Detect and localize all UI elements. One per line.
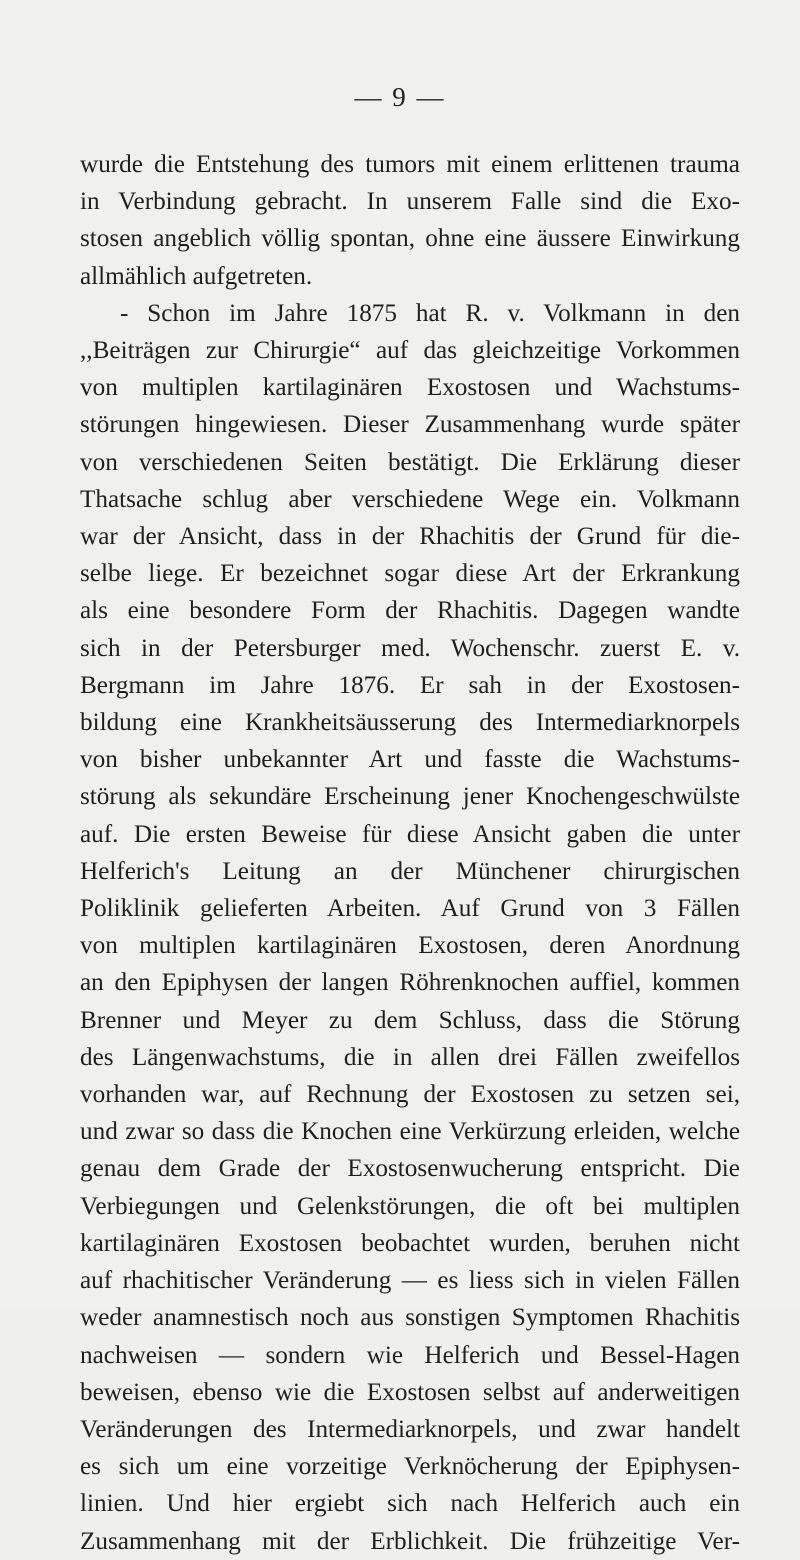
text-line: selbe liege. Er bezeichnet sogar diese Art der Erkrankung: [80, 560, 740, 588]
text-line: allmählich aufgetreten.: [80, 262, 313, 290]
text-line: Verbiegungen und Gelenkstörungen, die oft bei multiplen: [80, 1192, 740, 1220]
text-line: auf. Die ersten Beweise für diese Ansicht gaben die unter: [80, 820, 740, 848]
text-line: störungen hingewiesen. Dieser Zusammenhang wurde später: [80, 411, 740, 439]
text-line: weder anamnestisch noch aus sonstigen Symptomen Rhachitis: [80, 1304, 740, 1332]
text-line: Bergmann im Jahre 1876. Er sah in der Exostosen-: [80, 671, 740, 699]
text-line: von multiplen kartilaginären Exostosen, deren Anordnung: [80, 932, 740, 960]
text-line: und zwar so dass die Knochen eine Verkürzung erleiden, welche: [80, 1118, 740, 1146]
paragraph-2: [80, 295, 740, 1560]
text-line: an den Epiphysen der langen Röhrenknochen auffiel, kommen: [80, 969, 740, 997]
text-line: wurde die Entstehung des tumors mit einem erlittenen trauma: [80, 151, 740, 178]
text-line: stosen angeblich völlig spontan, ohne eine äussere Einwirkung: [80, 225, 740, 253]
text-line: vorhanden war, auf Rechnung der Exostosen zu setzen sei,: [80, 1081, 740, 1109]
text-line: linien. Und hier ergiebt sich nach Helferich auch ein: [80, 1490, 740, 1518]
text-line: beweisen, ebenso wie die Exostosen selbst auf anderweitigen: [80, 1378, 740, 1406]
text-line: kartilaginären Exostosen beobachtet wurden, beruhen nicht: [80, 1229, 740, 1257]
page-number: — 9 —: [354, 82, 446, 112]
text-line: von multiplen kartilaginären Exostosen und Wachstums-: [80, 374, 740, 402]
text-line: Brenner und Meyer zu dem Schluss, dass die Störung: [80, 1006, 740, 1034]
text-line: Poliklinik gelieferten Arbeiten. Auf Grund von 3 Fällen: [80, 895, 740, 923]
text-line: ,,Beiträgen zur Chirurgie“ auf das gleichzeitige Vorkommen: [80, 337, 740, 365]
text-line: Thatsache schlug aber verschiedene Wege ein. Volkmann: [80, 485, 740, 513]
body-text: [80, 146, 740, 1560]
text-line: Helferich's Leitung an der Münchener chirurgischen: [80, 857, 740, 885]
text-line: von bisher unbekannter Art und fasste die Wachstums-: [80, 746, 740, 774]
paragraph-1: [80, 146, 740, 295]
text-line: des Längenwachstums, die in allen drei Fällen zweifellos: [80, 1043, 740, 1071]
text-line: störung als sekundäre Erscheinung jener Knochengeschwülste: [80, 783, 740, 811]
text-line: - Schon im Jahre 1875 hat R. v. Volkmann in den: [120, 299, 740, 327]
text-line: von verschiedenen Seiten bestätigt. Die Erklärung dieser: [80, 448, 740, 476]
text-line: war der Ansicht, dass in der Rhachitis der Grund für die-: [80, 523, 740, 551]
text-line: bildung eine Krankheitsäusserung des Intermediarknorpels: [80, 709, 740, 737]
text-line: es sich um eine vorzeitige Verknöcherung der Epiphysen-: [80, 1453, 740, 1481]
text-line: Veränderungen des Intermediarknorpels, und zwar handelt: [80, 1415, 740, 1443]
text-line: Zusammenhang mit der Erblichkeit. Die frühzeitige Ver-: [80, 1527, 740, 1555]
text-line: als eine besondere Form der Rhachitis. Dagegen wandte: [80, 597, 740, 625]
text-line: genau dem Grade der Exostosenwucherung entspricht. Die: [80, 1155, 740, 1183]
text-line: nachweisen — sondern wie Helferich und Bessel-Hagen: [80, 1341, 740, 1369]
text-line: auf rhachitischer Veränderung — es liess sich in vielen Fällen: [80, 1267, 740, 1295]
text-line: sich in der Petersburger med. Wochenschr. zuerst E. v.: [80, 634, 740, 662]
text-line: in Verbindung gebracht. In unserem Falle sind die Exo-: [80, 188, 740, 216]
